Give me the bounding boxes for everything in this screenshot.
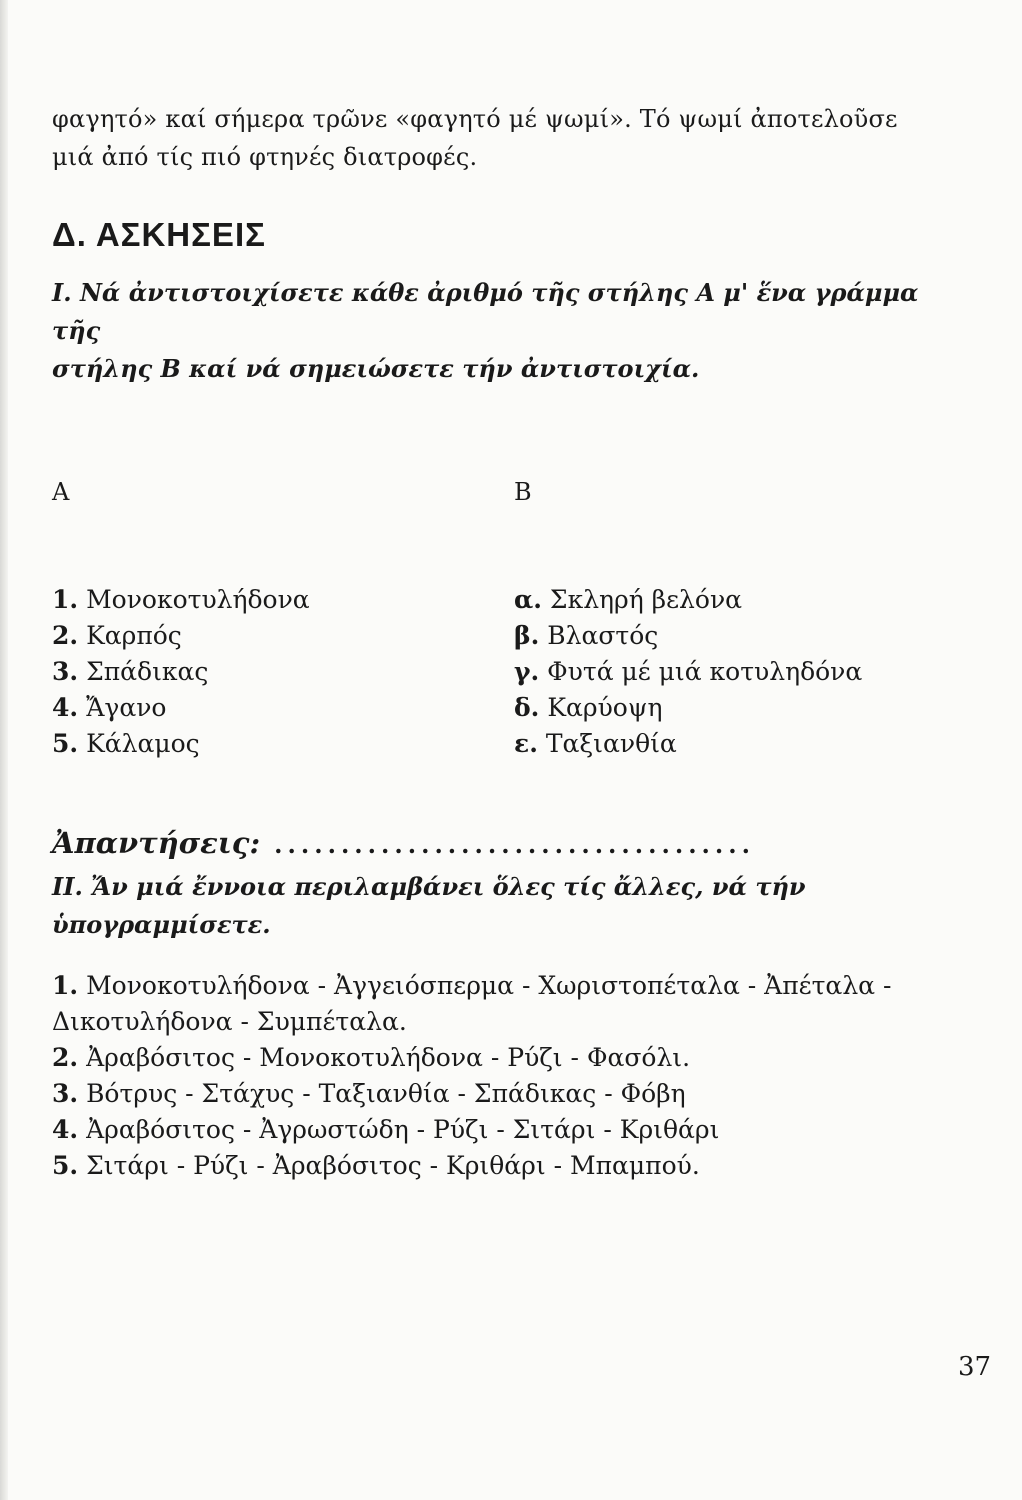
- item-letter: ε.: [514, 729, 538, 758]
- exercise-2-item: [52, 1112, 962, 1148]
- item-number: 2.: [52, 621, 79, 650]
- item-text: Σιτάρι - Ρύζι - Ἀραβόσιτος - Κριθάρι - Μπαμπού.: [86, 1151, 700, 1180]
- column-a-item: [52, 654, 514, 690]
- column-a-item: [52, 726, 514, 762]
- item-text: Σκληρή βελόνα: [549, 585, 743, 614]
- book-page: [52, 100, 962, 1184]
- column-b-item: [514, 582, 962, 618]
- item-text: Βότρυς - Στάχυς - Ταξιανθία - Σπάδικας - Φόβη: [86, 1079, 686, 1108]
- item-number: 2.: [52, 1043, 79, 1072]
- column-headers: [52, 478, 962, 506]
- answers-blank: ....................................: [274, 830, 755, 859]
- item-text: Κάλαμος: [86, 729, 200, 758]
- item-text: Μονοκοτυλήδονα - Ἀγγειόσπερμα - Χωριστοπέταλα - Ἀπέταλα - Δικοτυλήδονα - Συμπέταλα.: [52, 971, 892, 1036]
- column-b-item: [514, 618, 962, 654]
- item-text: Καρπός: [86, 621, 182, 650]
- item-text: Φυτά μέ μιά κοτυληδόνα: [547, 657, 863, 686]
- exercise-2-list: [52, 968, 962, 1184]
- exercise-1-instructions: [52, 274, 962, 388]
- item-number: 5.: [52, 1151, 79, 1180]
- column-b-item: [514, 726, 962, 762]
- item-letter: α.: [514, 585, 542, 614]
- item-number: 1.: [52, 971, 79, 1000]
- item-letter: δ.: [514, 693, 540, 722]
- exercise-2-item: [52, 968, 962, 1040]
- page-number: 37: [958, 1352, 992, 1382]
- page-edge-shadow: [0, 0, 8, 1500]
- item-text: Καρύοψη: [547, 693, 663, 722]
- item-number: 4.: [52, 1115, 79, 1144]
- column-b: [514, 582, 962, 762]
- column-b-header: Β: [514, 478, 532, 506]
- item-number: 3.: [52, 657, 79, 686]
- item-text: Σπάδικας: [86, 657, 209, 686]
- exercise-1-line-2: στήλης Β καί νά σημειώσετε τήν ἀντιστοιχία.: [52, 354, 700, 383]
- item-letter: γ.: [514, 657, 540, 686]
- item-text: Ἀραβόσιτος - Μονοκοτυλήδονα - Ρύζι - Φασόλι.: [86, 1043, 691, 1072]
- exercise-2-item: [52, 1148, 962, 1184]
- matching-columns: [52, 582, 962, 762]
- item-text: Βλαστός: [547, 621, 659, 650]
- intro-line-1: φαγητό» καί σήμερα τρῶνε «φαγητό μέ ψωμί». Τό ψωμί ἀποτελοῦσε: [52, 105, 898, 133]
- item-text: Ἀραβόσιτος - Ἀγρωστώδη - Ρύζι - Σιτάρι - Κριθάρι: [86, 1115, 720, 1144]
- column-a-item: [52, 582, 514, 618]
- item-number: 5.: [52, 729, 79, 758]
- item-number: 4.: [52, 693, 79, 722]
- column-a-header: Α: [52, 478, 70, 506]
- intro-line-2: μιά ἀπό τίς πιό φτηνές διατροφές.: [52, 143, 478, 171]
- item-text: Μονοκοτυλήδονα: [86, 585, 310, 614]
- exercise-2-item: [52, 1076, 962, 1112]
- answers-label: Ἀπαντήσεις:: [52, 826, 261, 860]
- exercise-2-instructions: II. Ἄν μιά ἔννοια περιλαμβάνει ὅλες τίς ἄλλες, νά τήν ὑπογραμμίσετε.: [52, 872, 806, 939]
- exercise-1-line-1: I. Νά ἀντιστοιχίσετε κάθε ἀριθμό τῆς στήλης Α μ' ἕνα γράμμα τῆς: [52, 278, 919, 345]
- answers-line: [52, 826, 962, 860]
- column-a: [52, 582, 514, 762]
- column-b-item: [514, 654, 962, 690]
- item-number: 3.: [52, 1079, 79, 1108]
- item-text: Ταξιανθία: [545, 729, 677, 758]
- exercise-2-item: [52, 1040, 962, 1076]
- item-text: Ἄγανο: [86, 693, 167, 722]
- column-a-item: [52, 618, 514, 654]
- column-a-item: [52, 690, 514, 726]
- intro-paragraph: [52, 100, 962, 176]
- column-b-item: [514, 690, 962, 726]
- item-letter: β.: [514, 621, 540, 650]
- item-number: 1.: [52, 585, 79, 614]
- section-title: Δ. ΑΣΚΗΣΕΙΣ: [52, 216, 266, 253]
